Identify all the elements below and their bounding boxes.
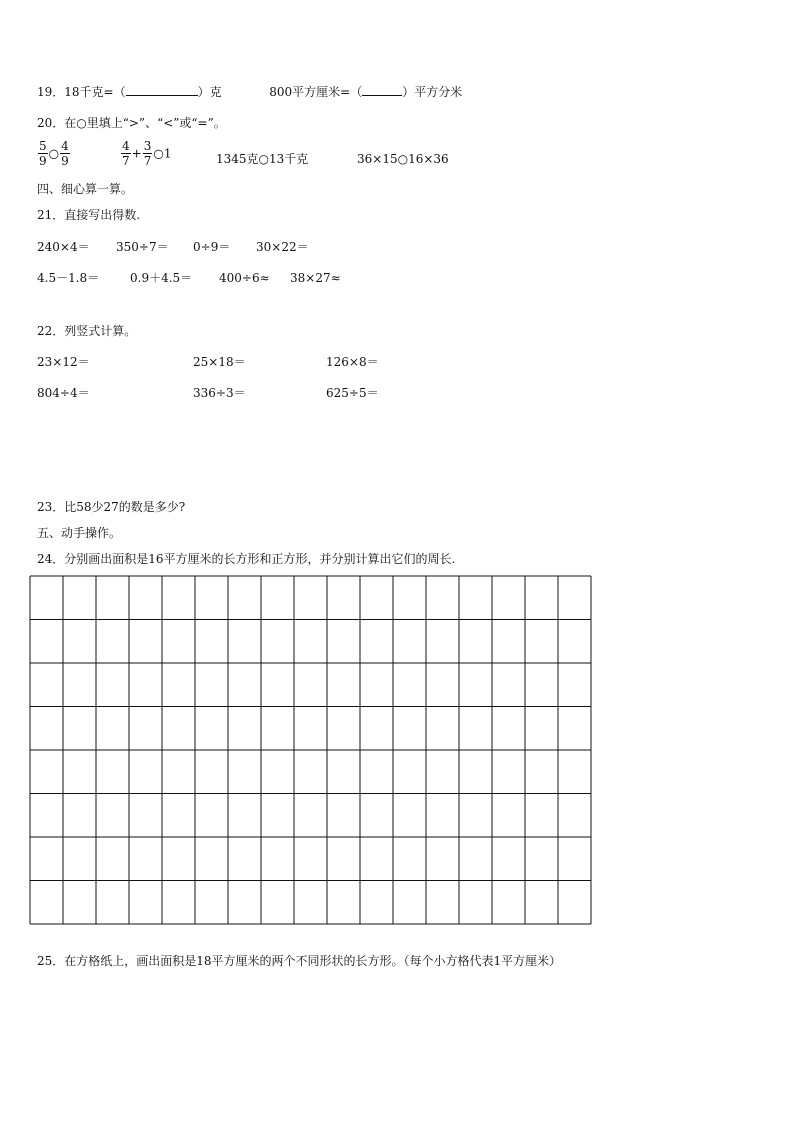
q20-item-2 <box>120 139 171 168</box>
fraction: $\frac{4}{7}$ <box>122 139 130 168</box>
vertical-calc-item[interactable]: 25×18＝ <box>193 355 246 369</box>
q19-part1-after: ）克 <box>197 85 222 99</box>
fraction: $\frac{3}{7}$ <box>143 139 152 168</box>
square-grid[interactable] <box>29 575 593 926</box>
q19-blank-2[interactable] <box>362 83 402 96</box>
calc-item[interactable]: 350÷7＝ <box>116 240 169 254</box>
q19-number: 19． <box>37 85 65 99</box>
calc-item[interactable]: 4.5－1.8＝ <box>37 271 100 285</box>
q19-part1-before: 18千克=（ <box>64 85 126 99</box>
q25-title: 25．在方格纸上，画出面积是18平方厘米的两个不同形状的长方形。（每个小方格代表1平方厘米） <box>37 954 562 968</box>
vertical-calc-item[interactable]: 625÷5＝ <box>326 386 379 400</box>
calc-item[interactable]: 38×27≈ <box>290 271 341 285</box>
calc-item[interactable]: 240×4＝ <box>37 240 90 254</box>
vertical-calc-item[interactable]: 126×8＝ <box>326 355 379 369</box>
q22-title: 22．列竖式计算。 <box>37 324 137 338</box>
vertical-calc-item[interactable]: 336÷3＝ <box>193 386 246 400</box>
calc-item[interactable]: 0.9＋4.5＝ <box>130 271 193 285</box>
compare-circle[interactable]: ○ <box>48 146 60 161</box>
q24-title: 24．分别画出面积是16平方厘米的长方形和正方形，并分别计算出它们的周长. <box>37 552 456 566</box>
q19-blank-1[interactable] <box>126 83 198 96</box>
question-19 <box>37 83 462 100</box>
q23-title: 23．比58少27的数是多少? <box>37 500 186 514</box>
q21-title: 21．直接写出得数. <box>37 208 141 222</box>
plus-sign: + <box>131 146 142 161</box>
section-4-title: 四、细心算一算。 <box>37 182 134 196</box>
fraction: $\frac{5}{9}$ <box>39 139 47 168</box>
compare-tail[interactable]: ○1 <box>153 146 172 161</box>
q19-part2-before: 800平方厘米=（ <box>269 85 363 99</box>
section-5-title: 五、动手操作。 <box>37 526 122 540</box>
calc-item[interactable]: 0÷9＝ <box>193 240 231 254</box>
calc-item[interactable]: 400÷6≈ <box>219 271 270 285</box>
q20-item-3[interactable]: 1345克○13千克 <box>216 152 309 166</box>
q20-title: 20．在○里填上“>”、“<”或“=”。 <box>37 116 226 130</box>
calc-item[interactable]: 30×22＝ <box>256 240 309 254</box>
q19-part2-after: ）平方分米 <box>402 85 463 99</box>
q20-item-1 <box>37 139 71 168</box>
vertical-calc-item[interactable]: 23×12＝ <box>37 355 90 369</box>
vertical-calc-item[interactable]: 804÷4＝ <box>37 386 90 400</box>
q20-item-4[interactable]: 36×15○16×36 <box>357 152 449 166</box>
fraction: $\frac{4}{9}$ <box>61 139 69 168</box>
